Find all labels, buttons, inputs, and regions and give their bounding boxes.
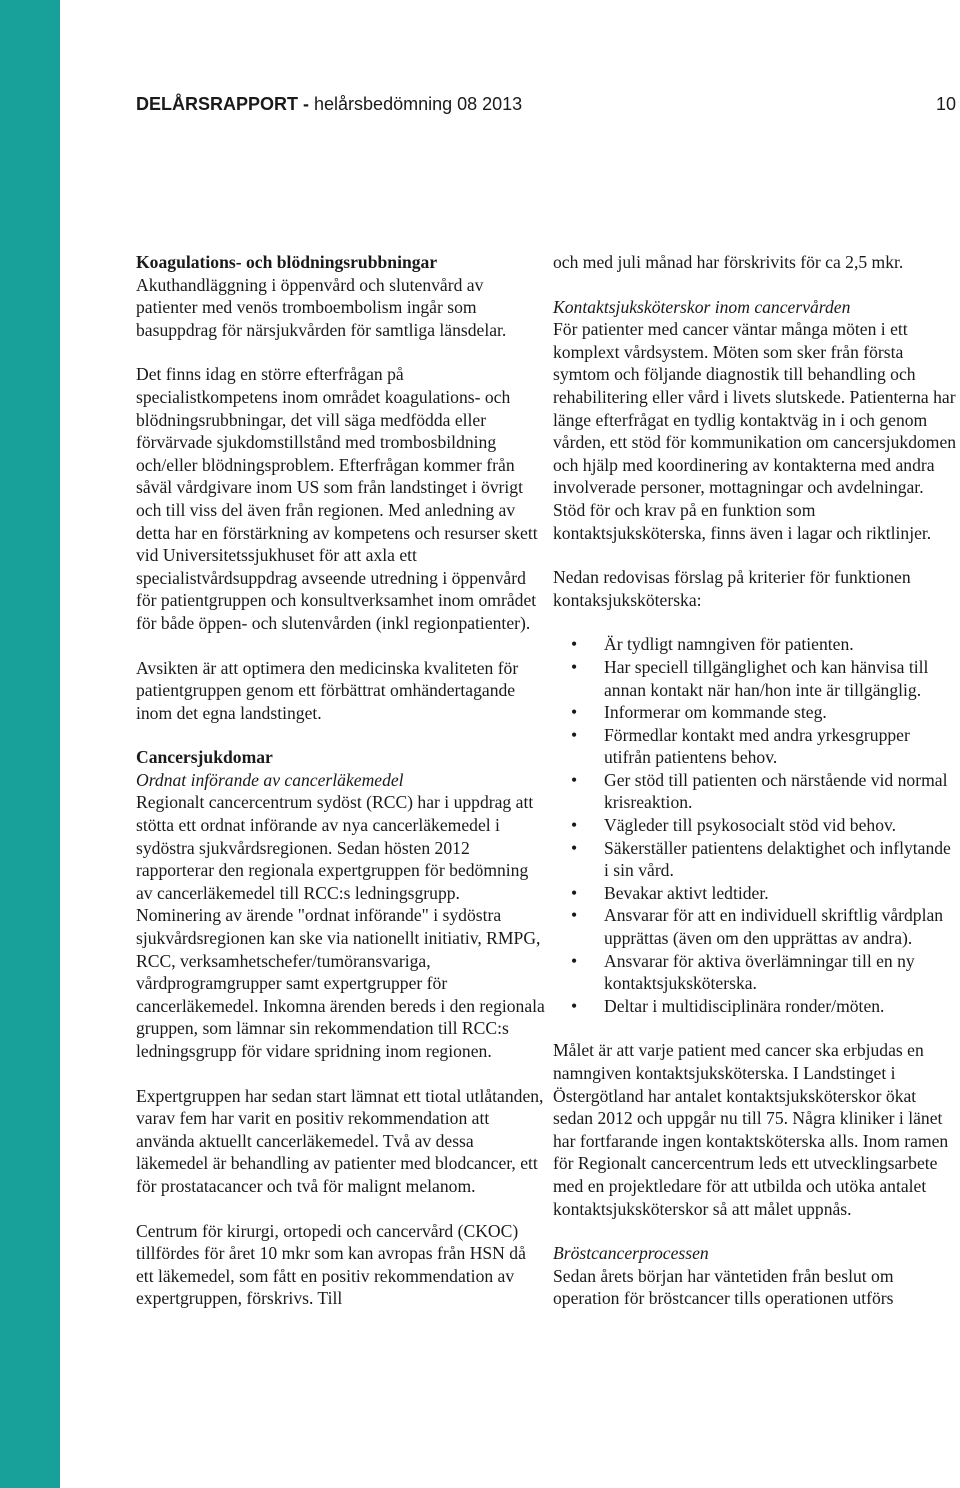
cancer-paragraph-2: Expertgruppen har sedan start lämnat ett tiotal utlåtanden, varav fem har varit en positiv rekommendation att använda aktuellt cancerläkemedel. Två av dessa läkemedel är behandling av patienter med blodcancer, ett för prostatacancer och två för malignt melanom. <box>136 1085 544 1196</box>
coag-paragraph-1: Akuthandläggning i öppenvård och slutenvård av patienter med venös tromboembolism ingår som basuppdrag för närsjukvården för samtliga länsdelar. <box>136 274 507 340</box>
criteria-list <box>553 633 958 1017</box>
coag-paragraph-3: Avsikten är att optimera den medicinska kvaliteten för patientgruppen genom ett förbättrat omhändertagande inom det egna landstinget. <box>136 657 519 723</box>
list-item: • Har speciell tillgänglighet och kan hänvisa till annan kontakt när han/hon inte är tillgänglig. <box>553 656 958 701</box>
cancer-paragraph-1: Regionalt cancercentrum sydöst (RCC) har i uppdrag att stötta ett ordnat införande av nya cancerläkemedel i sydöstra sjukvårdsregionen. Sedan hösten 2012 rapporterar den regionala expertgruppen för bedömning av cancerläkemedel till RCC:s ledningsgrupp. Nominering av ärende "ordnat införande" i sydöstra sjukvårdsregionen kan ske via nationellt initiativ, RMPG, RCC, verksamhetschefer/tumöransvariga, vårdprogramgrupper samt expertgrupper för cancerläkemedel. Inkomna ärenden bereds i den regionala gruppen, som lämnar sin rekommendation till RCC:s ledningsgrupp för vidare spridning inom regionen. <box>136 792 545 1061</box>
list-item: • Ansvarar för aktiva överlämningar till en ny kontaktsjuksköterska. <box>553 950 958 995</box>
contact-nurse-heading: Kontaktsjuksköterskor inom cancervården <box>553 296 851 317</box>
breast-cancer-heading: Bröstcancerprocessen <box>553 1243 709 1264</box>
list-item: • Bevakar aktivt ledtider. <box>553 882 958 905</box>
right-column <box>553 251 958 1310</box>
cancer-subheading: Ordnat införande av cancerläkemedel <box>136 769 404 790</box>
accent-bar <box>0 0 60 1488</box>
list-item: • Deltar i multidisciplinära ronder/möten. <box>553 995 958 1018</box>
list-item: • Vägleder till psykosocialt stöd vid behov. <box>553 814 958 837</box>
list-item: • Ger stöd till patienten och närstående vid normal krisreaktion. <box>553 769 958 814</box>
list-item: • Säkerställer patientens delaktighet och inflytande i sin vård. <box>553 837 958 882</box>
contact-paragraph-2: Nedan redovisas förslag på kriterier för funktionen kontaksjuksköterska: <box>553 567 911 610</box>
list-item: • Förmedlar kontakt med andra yrkesgrupper utifrån patientens behov. <box>553 724 958 769</box>
continued-paragraph: och med juli månad har förskrivits för ca 2,5 mkr. <box>553 252 904 272</box>
breast-cancer-paragraph: Sedan årets början har väntetiden från beslut om operation för bröstcancer tills operationen utförs <box>553 1265 894 1309</box>
cancer-paragraph-3: Centrum för kirurgi, ortopedi och cancervård (CKOC) tillfördes för året 10 mkr som kan avropas från HSN då ett läkemedel, som fått en positiv rekommendation av expertgruppen, förskrivs. Till <box>136 1220 526 1309</box>
page-number: 10 <box>935 94 956 114</box>
page-header <box>136 94 960 124</box>
list-item: • Är tydligt namngiven för patienten. <box>553 633 958 656</box>
report-subtitle: helårsbedömning 08 2013 <box>309 94 523 114</box>
contact-paragraph-3: Målet är att varje patient med cancer ska erbjudas en namngiven kontaktsjuksköterska. I Landstinget i Östergötland har antalet kontaktsjuksköterskor ökat sedan 2012 och uppgår nu till 75. Några kliniker i länet har fortfarande ingen kontaktsköterska alls. Inom ramen för Regionalt cancercentrum leds ett utvecklingsarbete med en projektledare för att utbilda och utöka antalet kontaktsjuksköterskor så att målet uppnås. <box>553 1040 949 1219</box>
left-column <box>136 251 546 1332</box>
coag-paragraph-2: Det finns idag en större efterfrågan på specialistkompetens inom området koagulations- och blödningsrubbningar, det vill säga medfödda eller förvärvade sjukdomstillstånd med trombosbildning och/eller blödningsproblem. Efterfrågan kommer från såväl vårdgivare inom US som från landstinget i övrigt och till viss del även från regionen. Med anledning av detta har en förstärkning av kompetens och resurser skett vid Universitetssjukhuset för att axla ett specialistvårdsuppdrag avseende utredning i öppenvård för patientgruppen och konsultverksamhet inom området för både öppen- och slutenvården (inkl regionpatienter). <box>136 364 538 633</box>
list-item: • Informerar om kommande steg. <box>553 701 958 724</box>
cancer-heading: Cancersjukdomar <box>136 747 273 768</box>
coag-heading: Koagulations- och blödningsrubbningar <box>136 252 438 272</box>
list-item: • Ansvarar för att en individuell skriftlig vårdplan upprättas (även om den upprättas av andra). <box>553 904 958 949</box>
report-title: DELÅRSRAPPORT - <box>136 94 310 114</box>
contact-paragraph-1: För patienter med cancer väntar många möten i ett komplext vårdsystem. Möten som sker från första symtom och följande diagnostik till behandling och rehabilitering eller vård i livets slutskede. Patienterna har länge efterfrågat en tydlig kontaktväg in i och genom vården, ett stöd för kommunikation om cancersjukdomen och hjälp med koordinering av kontakterna med andra involverade personer, mottagningar och avdelningar. Stöd för och krav på en funktion som kontaktsjuksköterska, finns även i lagar och riktlinjer. <box>553 319 957 543</box>
